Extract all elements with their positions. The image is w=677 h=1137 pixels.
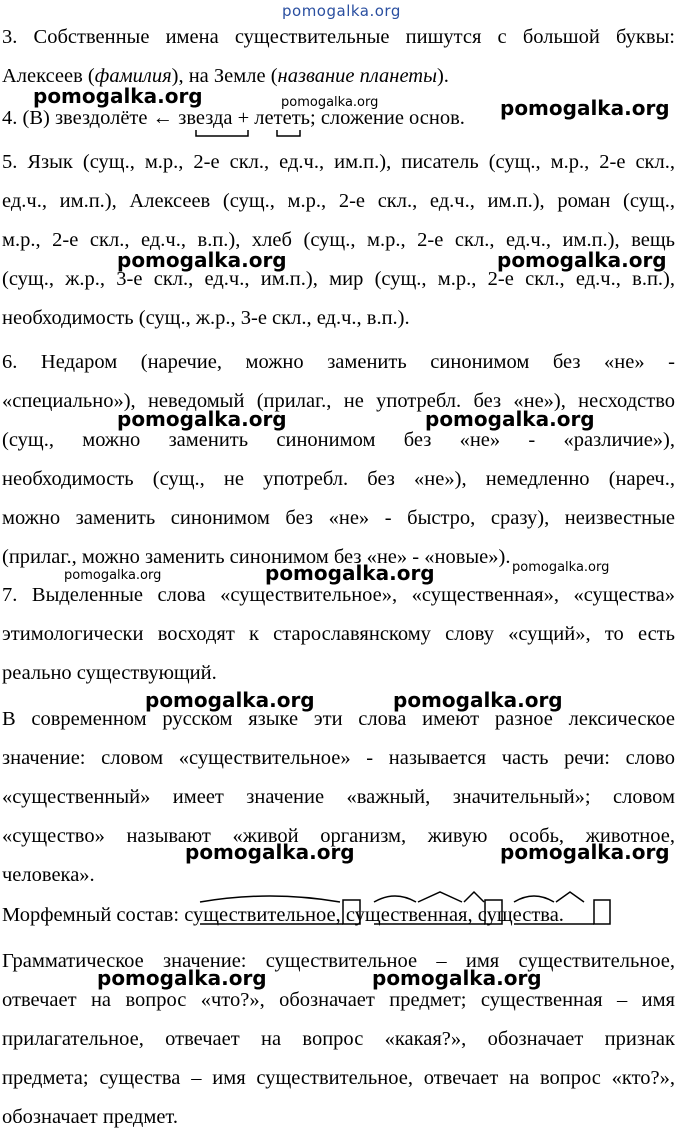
watermark: pomogalka.org: [512, 560, 610, 575]
paragraph-lexical-meaning: [2, 700, 675, 895]
morph-word: существа: [477, 904, 559, 926]
text-line: можно заменить синонимом без «не» - быстро, сразу), неизвестные: [2, 507, 675, 529]
text-line: «существо» называют «живой организм, живую особь, животное,: [2, 825, 675, 847]
text-line: «специально»), неведомый (прилаг., не употребл. без «не»), несходство: [2, 390, 675, 412]
watermark: pomogalka.org: [145, 688, 315, 712]
item-6: [2, 343, 675, 577]
text-line: Грамматическое значение: существительное – имя существительное,: [2, 950, 675, 972]
morpheme-marks-item-4: [0, 0, 677, 160]
watermark: pomogalka.org: [393, 688, 563, 712]
morph-label: Морфемный состав:: [2, 904, 185, 926]
text-line: обозначает предмет.: [2, 1106, 178, 1128]
item-7: [2, 576, 675, 693]
watermark: pomogalka.org: [497, 248, 667, 272]
morph-word: существительное: [184, 904, 336, 926]
watermark: pomogalka.org: [265, 561, 435, 585]
watermark: pomogalka.org: [117, 248, 287, 272]
text-line: ед.ч., им.п.), Алексеев (сущ., м.р., 2-е скл., ед.ч., им.п.), роман (сущ.,: [2, 190, 675, 212]
text-line: предмета; существа – имя существительное, отвечает на вопрос «кто?»,: [2, 1067, 675, 1089]
watermark: pomogalka.org: [425, 407, 595, 431]
watermark: pomogalka.org: [372, 966, 542, 990]
morpheme-marks: [0, 880, 677, 930]
text-line: отвечает на вопрос «что?», обозначает предмет; существенная – имя: [2, 989, 675, 1011]
text-line: м.р., 2-е скл., ед.ч., в.п.), хлеб (сущ., м.р., 2-е скл., ед.ч., им.п.), вещь: [2, 229, 675, 251]
item-5: [2, 143, 675, 338]
watermark: pomogalka.org: [117, 407, 287, 431]
text-line: этимологически восходят к старославянскому слову «сущий», то есть: [2, 623, 675, 645]
watermark: pomogalka.org: [500, 96, 670, 120]
text-line: человека».: [2, 864, 95, 886]
text-line: «существенный» имеет значение «важный, значительный»; словом: [2, 786, 675, 808]
text-line: В современном русском языке эти слова имеют разное лексическое: [2, 708, 675, 730]
text-line: 7. Выделенные слова «существительное», «существенная», «существа»: [2, 584, 675, 606]
watermark: pomogalka.org: [185, 840, 355, 864]
text-line: необходимость (сущ., не употребл. без «не»), немедленно (нареч.,: [2, 468, 675, 490]
text-line: Алексеев (фамилия), на Земле (название планеты).: [2, 65, 449, 87]
text-line: 5. Язык (сущ., м.р., 2-е скл., ед.ч., им.п.), писатель (сущ., м.р., 2-е скл.,: [2, 151, 675, 173]
text-line: Морфемный состав: существительное, существенная, существа.: [2, 904, 564, 926]
morph-word: существенная: [345, 904, 468, 926]
text-line: 6. Недаром (наречие, можно заменить синонимом без «не» -: [2, 351, 675, 373]
text-line: 4. (В) звездолёте ← звезда + лететь; сложение основ.: [2, 107, 465, 129]
watermark-top: pomogalka.org: [282, 2, 401, 20]
text-line: (сущ., можно заменить синонимом без «не» - «различие»),: [2, 429, 675, 451]
watermark: pomogalka.org: [281, 95, 379, 110]
watermark: pomogalka.org: [64, 568, 162, 583]
text-line: необходимость (сущ., ж.р., 3-е скл., ед.ч., в.п.).: [2, 307, 410, 329]
watermark: pomogalka.org: [97, 966, 267, 990]
text-line: реально существующий.: [2, 662, 217, 684]
watermark: pomogalka.org: [500, 840, 670, 864]
text-line: прилагательное, отвечает на вопрос «какая?», обозначает признак: [2, 1028, 675, 1050]
text-line: (прилаг., можно заменить синонимом без «не» - «новые»).: [2, 546, 511, 568]
watermark: pomogalka.org: [33, 84, 203, 108]
text-line: 3. Собственные имена существительные пишутся с большой буквы:: [2, 26, 675, 48]
text-line: (сущ., ж.р., 3-е скл., ед.ч., им.п.), мир (сущ., м.р., 2-е скл., ед.ч., в.п.),: [2, 268, 675, 290]
text-line: значение: словом «существительное» - называется часть речи: слово: [2, 747, 675, 769]
